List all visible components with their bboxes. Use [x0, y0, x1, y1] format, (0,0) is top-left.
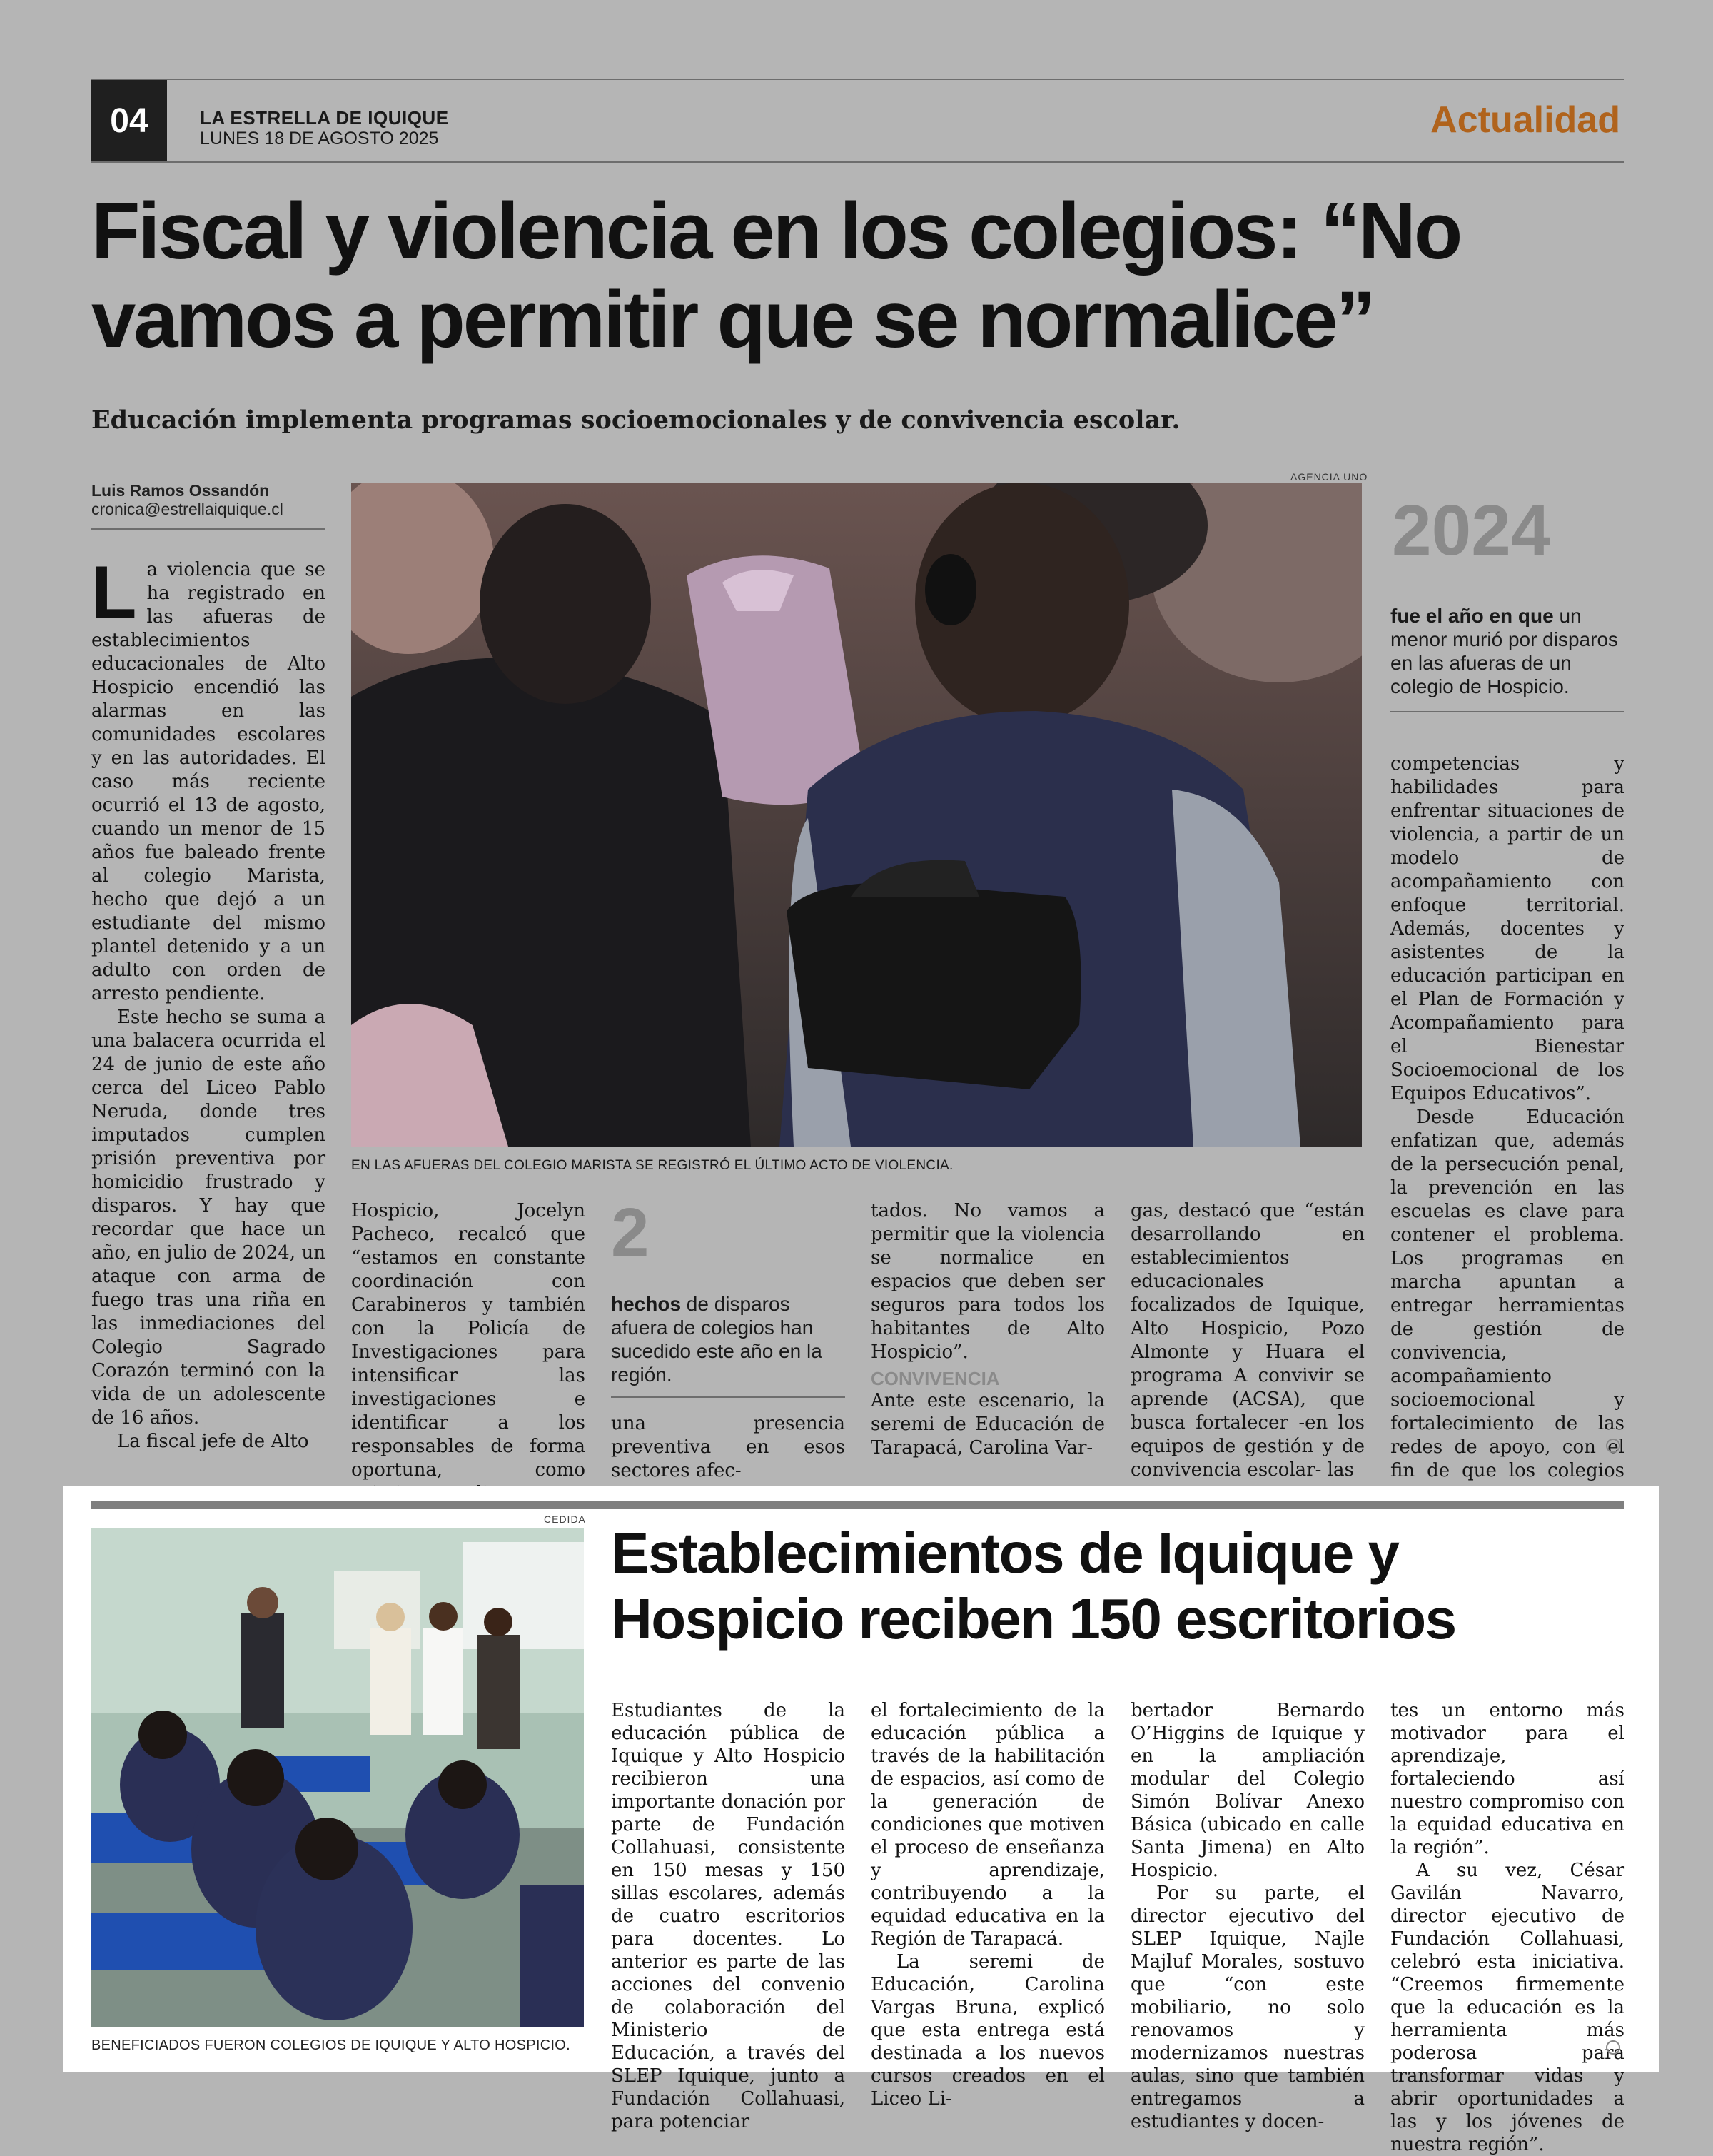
article-column-4 — [871, 1199, 1105, 1364]
secondary-column-3 — [1131, 1699, 1365, 2133]
paragraph: tes un entorno más motivador para el aprendizaje, fortaleciendo así nuestro compromiso con la equidad educativa en la región”. — [1390, 1700, 1624, 1858]
drop-cap: L — [91, 551, 137, 634]
header-top-rule — [91, 79, 1624, 80]
photo-caption: BENEFICIADOS FUERON COLEGIOS DE IQUIQUE Y ALTO HOSPICIO. — [91, 2037, 571, 2053]
stat-two-rule — [611, 1396, 845, 1398]
article-column-6 — [1390, 752, 1624, 1553]
stat-two-description — [611, 1292, 847, 1386]
article-subhead: Educación implementa programas socioemocionales y de convivencia escolar. — [91, 405, 1181, 435]
end-mark-icon — [1606, 2040, 1620, 2055]
photo-credit: CEDIDA — [544, 1513, 586, 1525]
paragraph: Hospicio, Jocelyn Pacheco, recalcó que “estamos en constante coordinación con Carabineros y también con la Policía de Investigaciones para intensificar las investigaciones e identificar a los responsables de forma oportuna, como — [351, 1200, 585, 1481]
secondary-column-4 — [1390, 1699, 1624, 2156]
byline-author: Luis Ramos Ossandón — [91, 481, 270, 500]
photo-caption: EN LAS AFUERAS DEL COLEGIO MARISTA SE REGISTRÓ EL ÚLTIMO ACTO DE VIOLENCIA. — [351, 1158, 954, 1173]
article-column-4b — [871, 1389, 1105, 1460]
header-bottom-rule — [91, 161, 1624, 163]
paragraph: el fortalecimiento de la educación pública a través de la habilitación de espacios, así como de la generación de condiciones que motiven el proceso de enseñanza y aprendizaje, contribuyendo a la equidad educativa en la Región de Tarapacá. — [871, 1700, 1105, 1950]
article-column-5 — [1131, 1199, 1365, 1482]
paragraph: gas, destacó que “están desarrollando en establecimientos educacionales focalizados de Iquique, Alto Hospicio, Pozo Almonte y Huara el programa A convivir se aprende (ACSA), que busca fortalecer -en los equipos de gestión y de convivencia escolar- las — [1131, 1200, 1365, 1481]
stat-two-number: 2 — [611, 1194, 650, 1271]
byline-email: cronica@estrellaiquique.cl — [91, 500, 283, 518]
byline-rule — [91, 528, 325, 530]
paper-name: LA ESTRELLA DE IQUIQUE — [200, 107, 449, 129]
stat-year-rule — [1390, 711, 1624, 712]
stat-two-bold: hechos — [611, 1293, 682, 1315]
secondary-column-2 — [871, 1699, 1105, 2110]
paragraph: una presencia preventiva en esos sectores afec- — [611, 1413, 845, 1481]
section-subhead: CONVIVENCIA — [871, 1368, 1000, 1389]
paragraph: competencias y habilidades para enfrentar situaciones de violencia, a partir de un modelo de acompañamiento con enfoque territorial. Además, docentes y asistentes de la educación participan en el Plan de Formación y Acompañamiento para el Bienestar Socioemocional de los Equipos Educativos”. — [1390, 753, 1624, 1104]
paragraph: a violencia que se ha registrado en las afueras de establecimientos educacionales de Alto Hospicio encendió las alarmas en las comunidades escolares y en las autoridades. El caso más reciente ocurrió el 13 de agosto, cuando un menor de 15 años fue baleado frente al colegio Marista, hecho que dejó a un estudiante del mismo plantel detenido y a un adulto con orden de arresto pendiente. — [91, 559, 325, 1004]
stat-year-description — [1390, 604, 1626, 698]
paragraph: Este hecho se suma a una balacera ocurrida el 24 de junio de este año cerca del Liceo Pablo Neruda, donde tres imputados cumplen prisión preventiva por homicidio frustrado y disparos. Y hay que recordar que hace un año, en julio de 2024, un ataque con arma de fuego tras una riña en las inmediaciones del Colegio Sagrado Corazón terminó con la vida de un adolescente de 16 años. — [91, 1007, 325, 1429]
paragraph: Estudiantes de la educación pública de Iquique y Alto Hospicio recibieron una importante donación por parte de Fundación Collahuasi, consistente en 150 mesas y 150 sillas escolares, además de cuatro escritorios para docentes. Lo anterior es parte de las acciones del convenio de colaboración del Ministerio de Educación, a través del SLEP Iquique, junto a Fundación Collahuasi, para potenciar — [611, 1700, 845, 2132]
article-headline: Fiscal y violencia en los colegios: “No vamos a permitir que se normalice” — [91, 186, 1461, 364]
secondary-column-1 — [611, 1699, 845, 2133]
paragraph: Por su parte, el director ejecutivo del SLEP Iquique, Najle Majluf Morales, sostuvo que “con este mobiliario, no solo renovamos y modernizamos nuestras aulas, sino que también entregamos a estudiantes y docen- — [1131, 1883, 1365, 2132]
section-label: Actualidad — [1430, 99, 1620, 141]
stat-year-number: 2024 — [1392, 490, 1551, 570]
article-column-2 — [351, 1199, 585, 1506]
paragraph: La fiscal jefe de Alto — [117, 1431, 309, 1452]
photo-credit: AGENCIA UNO — [1290, 471, 1368, 483]
issue-date: LUNES 18 DE AGOSTO 2025 — [200, 129, 439, 148]
article-column-3 — [611, 1412, 845, 1483]
paragraph: bertador Bernardo O’Higgins de Iquique y en la ampliación modular del Colegio Simón Bolívar Anexo Básica (ubicado en calle Santa Jimena) en Alto Hospicio. — [1131, 1700, 1365, 1881]
paragraph: tados. No vamos a permitir que la violencia se normalice en espacios que deben ser seguros para todos los habitantes de Alto Hospicio”. — [871, 1200, 1105, 1363]
paragraph: Ante este escenario, la seremi de Educación de Tarapacá, Carolina Var- — [871, 1390, 1105, 1459]
panel-top-bar — [91, 1501, 1624, 1509]
stat-year-bold: fue el año en que — [1390, 605, 1554, 627]
paragraph: Desde Educación enfatizan que, además de la persecución penal, la prevención en las escuelas es clave para contener el problema. Los programas en marcha apuntan a entregar herramientas de gestión de convivencia, acompañamiento socioemocional y fortalecimiento de las redes de apoyo, con el fin de que los colegios — [1390, 1107, 1624, 1481]
end-mark-icon — [1606, 1439, 1620, 1453]
stat-two-rest: de disparos afuera de colegios han sucedido este año en la región. — [611, 1293, 822, 1386]
paragraph: A su vez, César Gavilán Navarro, director ejecutivo de Fundación Collahuasi, celebró esta iniciativa. “Creemos firmemente que la educación es la herramienta más poderosa para transformar vidas y abrir oportunidades a las y los jóvenes de nuestra región”. — [1390, 1860, 1624, 2155]
page-number: 04 — [91, 80, 167, 161]
stat-year-rest: un menor murió por disparos en las afueras de un colegio de Hospicio. — [1390, 605, 1619, 697]
classroom-photo — [91, 1528, 584, 2027]
secondary-headline: Establecimientos de Iquique y Hospicio reciben 150 escritorios — [611, 1521, 1456, 1651]
students-photo — [351, 483, 1362, 1147]
article-column-1 — [91, 551, 325, 1454]
paragraph: La seremi de Educación, Carolina Vargas Bruna, explicó que esta entrega está destinada a los nuevos cursos creados en el Liceo Li- — [871, 1951, 1105, 2110]
